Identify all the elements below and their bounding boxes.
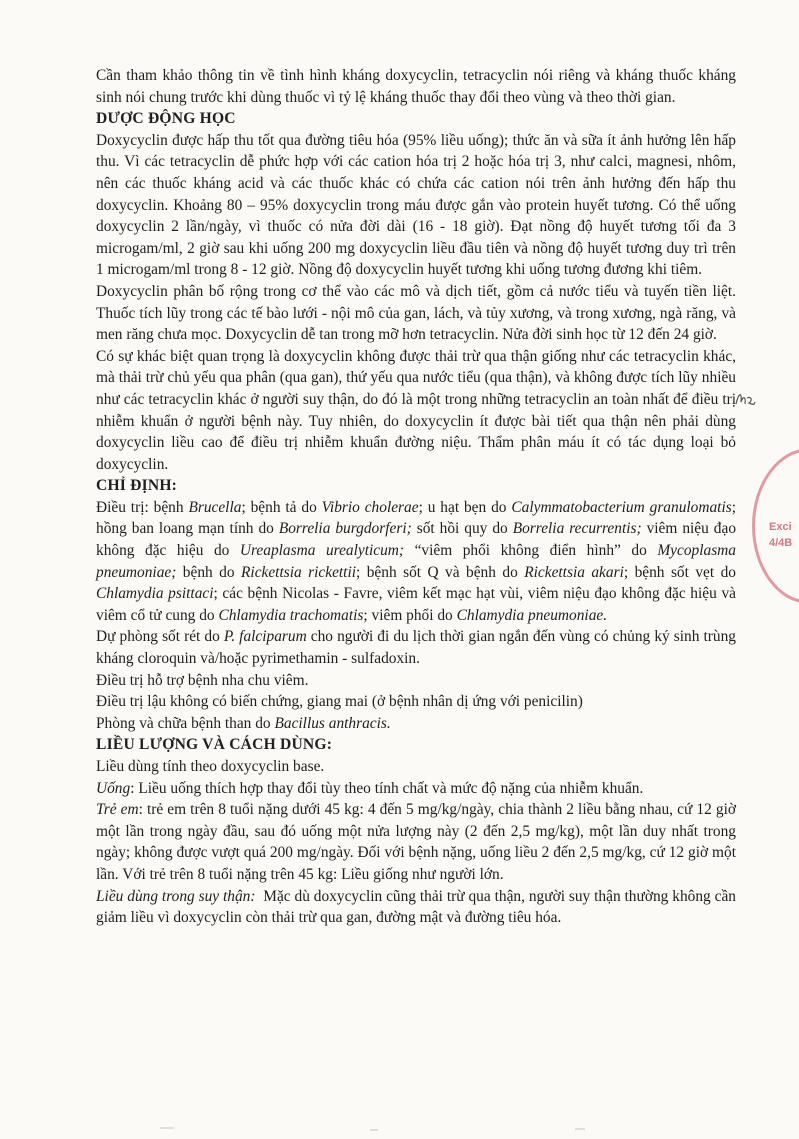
dosage-renal-paragraph: Liều dùng trong suy thận: Mặc dù doxycyclin cũng thải trừ qua thận, người suy thận thường không cần giảm liều vì doxycyclin còn thải trừ qua gan, đường mật và đường tiêu hóa. bbox=[96, 887, 740, 927]
dosage-children-paragraph: Trẻ em: trẻ em trên 8 tuổi nặng dưới 45 kg: 4 đến 5 mg/kg/ngày, chia thành 2 liều bằng nhau, cứ 12 giờ một lần trong ngày đầu, sau đó uống một nửa lượng này (2 đến 2,5 mg/kg), một lần duy nhất trong ngày; không được vượt quá 200 mg/ngày. Đối với bệnh nặng, uống liều 2 đến 2,5 mg/kg, cứ 12 giờ một lần. Với trẻ trên 8 tuổi nặng trên 45 kg: Liều giống như người lớn. bbox=[96, 801, 736, 883]
scan-artifact bbox=[575, 1128, 585, 1130]
scan-artifact bbox=[370, 1129, 378, 1131]
dosage-oral-paragraph: Uống: Liều uống thích hợp thay đổi tùy theo tính chất và mức độ nặng của nhiễm khuẩn. bbox=[96, 779, 644, 797]
section-heading-dosage: LIỀU LƯỢNG VÀ CÁCH DÙNG: bbox=[96, 736, 333, 754]
dosage-base-note: Liều dùng tính theo doxycyclin base. bbox=[96, 758, 325, 775]
indication-treatment-paragraph: Điều trị: bệnh Brucella; bệnh tả do Vibrio cholerae; u hạt bẹn do Calymmatobacterium granulomatis; hồng ban loang mạn tính do Borrelia burgdorferi; sốt hồi quy do Borrelia recurrentis; viêm niệu đạo không đặc hiệu do Ureaplasma urealyticum; “viêm phổi không điển hình” do Mycoplasma pneumoniae; bệnh do Rickettsia rickettii; bệnh sốt Q và bệnh do Rickettsia akari; bệnh sốt vẹt do Chlamydia psittaci; các bệnh Nicolas - Favre, viêm kết mạc hạt vùi, viêm niệu đạo không đặc hiệu và viêm cổ tử cung do Chlamydia trachomatis; viêm phổi do Chlamydia pneumoniae. bbox=[96, 498, 737, 624]
indication-periodontitis: Điều trị hỗ trợ bệnh nha chu viêm. bbox=[96, 671, 309, 689]
indication-anthrax: Phòng và chữa bệnh than do Bacillus anthracis. bbox=[96, 714, 391, 732]
section-heading-pharmacokinetics: DƯỢC ĐỘNG HỌC bbox=[96, 110, 236, 128]
company-stamp: Exci 4/4B bbox=[752, 448, 799, 604]
pk-paragraph-elimination: Có sự khác biệt quan trọng là doxycyclin không được thải trừ qua thận giống như các tetracyclin khác, mà thải trừ chủ yếu qua phân (qua gan), thứ yếu qua nước tiểu (qua thận), và không được tích lũy nhiều như các tetracyclin khác ở người suy thận, do đó là một trong những tetracyclin an toàn nhất để điều trị nhiễm khuẩn ở người bệnh này. Tuy nhiên, do doxycyclin ít được bài tiết qua thận nên phải dùng doxycyclin liều cao để điều trị nhiễm khuẩn đường niệu. Thẩm phân máu ít có tác dụng loại bỏ doxycyclin. bbox=[96, 347, 736, 473]
pk-paragraph-absorption: Doxycyclin được hấp thu tốt qua đường tiêu hóa (95% liều uống); thức ăn và sữa ít ảnh hưởng lên hấp thu. Vì các tetracyclin dễ phức hợp với các cation hóa trị 2 hoặc hóa trị 3, như calci, magnesi, nhôm, nên các thuốc kháng acid và các thuốc khác có chứa các cation nói trên ảnh hưởng đến hấp thu doxycyclin. Khoảng 80 – 95% doxycyclin trong máu được gắn vào protein huyết tương. Có thể uống doxycyclin 2 lần/ngày, vì thuốc có nửa đời dài (16 - 18 giờ). Đạt nồng độ huyết tương tối đa 3 microgam/ml, 2 giờ sau khi uống 200 mg doxycyclin liều đầu tiên và nồng độ huyết tương duy trì trên 1 microgam/ml trong 8 - 12 giờ. Nồng độ doxycyclin huyết tương khi uống tương đương khi tiêm. bbox=[96, 131, 736, 279]
document-body bbox=[96, 65, 740, 929]
intro-paragraph: Cần tham khảo thông tin về tình hình kháng doxycyclin, tetracyclin nói riêng và kháng thuốc kháng sinh nói chung trước khi dùng thuốc vì tỷ lệ kháng thuốc thay đổi theo vùng và theo thời gian. bbox=[96, 67, 736, 106]
pk-paragraph-distribution: Doxycyclin phân bố rộng trong cơ thể vào các mô và dịch tiết, gồm cả nước tiểu và tuyến tiền liệt. Thuốc tích lũy trong các tế bào lưới - nội mô của gan, lách, và tủy xương, và trong xương, ngà răng, và men răng chưa mọc. Doxycyclin dễ tan trong mỡ hơn tetracyclin. Nửa đời sinh học từ 12 đến 24 giờ. bbox=[96, 282, 736, 344]
section-heading-indications: CHỈ ĐỊNH: bbox=[96, 477, 178, 495]
scan-artifact bbox=[160, 1127, 174, 1129]
indication-gonorrhea: Điều trị lậu không có biến chứng, giang mai (ở bệnh nhân dị ứng với penicilin) bbox=[96, 693, 583, 711]
initials-signature-icon bbox=[733, 388, 757, 410]
indication-malaria-paragraph: Dự phòng sốt rét do P. falciparum cho người đi du lịch thời gian ngắn đến vùng có chủng ký sinh trùng kháng cloroquin và/hoặc pyrimethamin - sulfadoxin. bbox=[96, 628, 736, 668]
